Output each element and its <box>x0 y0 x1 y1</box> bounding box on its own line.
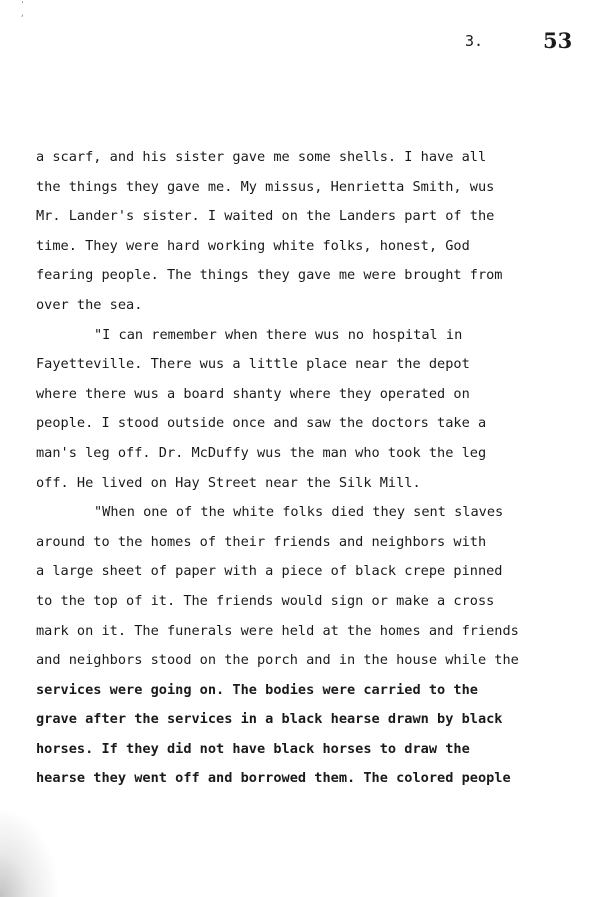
text-line: off. He lived on Hay Street near the Silk Mill. <box>36 474 421 491</box>
text-line: to the top of it. The friends would sign or make a cross <box>36 592 495 609</box>
text-line: fearing people. The things they gave me were brought from <box>36 267 503 284</box>
text-line: services were going on. The bodies were carried to the <box>36 681 478 698</box>
text-line: "I can remember when there wus no hospital in <box>94 326 463 343</box>
text-line: "When one of the white folks died they sent slaves <box>94 504 504 521</box>
text-line: time. They were hard working white folks, honest, God <box>36 237 470 254</box>
text-line: grave after the services in a black hearse drawn by black <box>36 711 503 728</box>
text-line: mark on it. The funerals were held at the homes and friends <box>36 622 519 639</box>
page-header <box>0 30 600 60</box>
text-line: over the sea. <box>36 296 143 313</box>
scan-artifact-mark: ' , <box>20 0 25 18</box>
text-line: the things they gave me. My missus, Henrietta Smith, wus <box>36 178 495 195</box>
text-line: where there wus a board shanty where they operated on <box>36 385 470 402</box>
body-text <box>36 143 576 794</box>
section-number: 3. <box>465 32 484 50</box>
text-line: people. I stood outside once and saw the doctors take a <box>36 415 487 432</box>
text-line: horses. If they did not have black horses to draw the <box>36 740 470 757</box>
text-line: and neighbors stood on the porch and in the house while the <box>36 652 519 669</box>
text-line: Fayetteville. There wus a little place near the depot <box>36 356 470 373</box>
text-line: around to the homes of their friends and neighbors with <box>36 533 487 550</box>
text-line: a scarf, and his sister gave me some shells. I have all <box>36 149 487 165</box>
scan-shadow <box>0 807 60 897</box>
text-line: man's leg off. Dr. McDuffy wus the man who took the leg <box>36 444 487 461</box>
text-line: a large sheet of paper with a piece of black crepe pinned <box>36 563 503 580</box>
page-number: 53 <box>543 28 573 53</box>
text-line: hearse they went off and borrowed them. The colored people <box>36 770 511 787</box>
text-line: Mr. Lander's sister. I waited on the Landers part of the <box>36 208 495 225</box>
